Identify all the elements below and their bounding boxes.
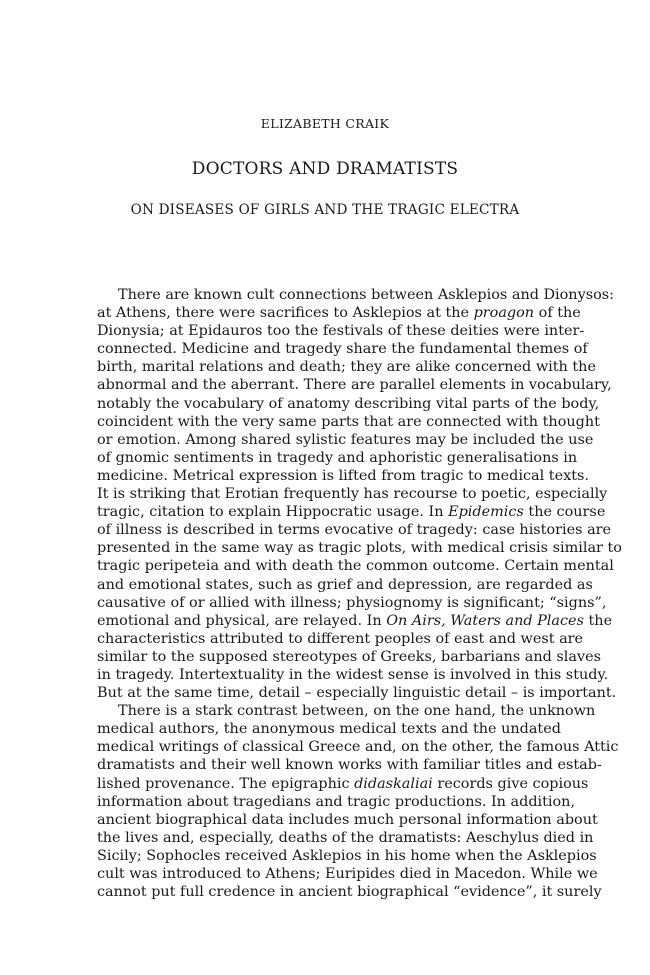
italic-term: proagon <box>473 305 535 322</box>
italic-term: didaskaliai <box>354 775 433 792</box>
text-line: at Athens, there were sacrifices to Asklepios at the proagon of the <box>97 305 581 322</box>
text-line: cult was introduced to Athens; Euripides died in Macedon. While we <box>97 866 598 882</box>
text-line: birth, marital relations and death; they are alike concerned with the <box>97 359 596 376</box>
text-line: and emotional states, such as grief and depression, are regarded as <box>97 576 593 593</box>
text-line: medical writings of classical Greece and, on the other, the famous Attic <box>97 739 619 756</box>
text-line: of illness is described in terms evocative of tragedy: case histories are <box>97 522 612 539</box>
text-line: the lives and, especially, deaths of the dramatists: Aeschylus died in <box>97 829 594 846</box>
text-line: There is a stark contrast between, on the one hand, the unknown <box>118 703 596 720</box>
text-line: tragic peripeteia and with death the common outcome. Certain mental <box>97 558 614 575</box>
text-line: of gnomic sentiments in tragedy and aphoristic generalisations in <box>97 449 578 466</box>
text-line: Dionysia; at Epidauros too the festivals of these deities were inter- <box>97 323 585 340</box>
text-line: characteristics attributed to different peoples of east and west are <box>97 630 584 647</box>
text-line: emotional and physical, are relayed. In On Airs, Waters and Places the <box>97 612 613 629</box>
text-line: tragic, citation to explain Hippocratic usage. In Epidemics the course <box>97 504 606 521</box>
text-line: presented in the same way as tragic plots, with medical crisis similar to <box>97 540 622 557</box>
text-line: in tragedy. Intertextuality in the widest sense is involved in this study. <box>97 666 609 683</box>
text-line: It is striking that Erotian frequently has recourse to poetic, especially <box>97 486 608 503</box>
text-line: ancient biographical data includes much personal information about <box>97 811 598 828</box>
text-line: medical authors, the anonymous medical texts and the undated <box>97 721 561 738</box>
text-line: medicine. Metrical expression is lifted from tragic to medical texts. <box>97 467 589 484</box>
chapter-subtitle: ON DISEASES OF GIRLS AND THE TRAGIC ELECTRA <box>130 202 520 218</box>
author-name: ELIZABETH CRAIK <box>260 116 390 131</box>
text-line: or emotion. Among shared sylistic features may be included the use <box>97 431 594 448</box>
text-line: cannot put full credence in ancient biographical “evidence”, it surely <box>97 884 602 901</box>
text-line: But at the same time, detail – especially linguistic detail – is important. <box>97 685 617 702</box>
body-text <box>97 286 622 901</box>
text-line: similar to the supposed stereotypes of Greeks, barbarians and slaves <box>97 648 602 665</box>
text-line: abnormal and the aberrant. There are parallel elements in vocabulary, <box>97 377 612 394</box>
text-line: information about tragedians and tragic productions. In addition, <box>97 793 576 810</box>
chapter-title: DOCTORS AND DRAMATISTS <box>191 159 459 179</box>
italic-term: Epidemics <box>448 504 524 521</box>
text-line: notably the vocabulary of anatomy describing vital parts of the body, <box>97 395 600 412</box>
italic-term: On Airs, Waters and Places <box>386 612 584 629</box>
text-line: There are known cult connections between Asklepios and Dionysos: <box>118 287 614 303</box>
text-line: dramatists and their well known works with familiar titles and estab- <box>97 757 602 774</box>
text-line: Sicily; Sophocles received Asklepios in his home when the Asklepios <box>97 847 597 864</box>
text-line: causative of or allied with illness; physiognomy is significant; “signs”, <box>97 594 607 611</box>
text-line: connected. Medicine and tragedy share the fundamental themes of <box>97 341 588 358</box>
text-line: coincident with the very same parts that are connected with thought <box>97 413 600 430</box>
text-line: lished provenance. The epigraphic didaskaliai records give copious <box>97 775 589 792</box>
